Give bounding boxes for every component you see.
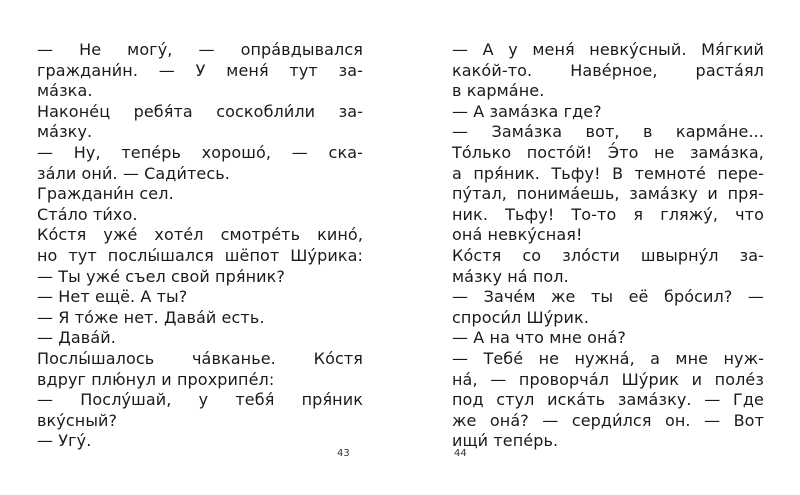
text-line: под стул иска́ть зама́зку. — Где [452,390,764,410]
text-line: вку́сный? [37,410,118,430]
text-line: Ко́стя со зло́сти швырну́л за- [452,245,764,265]
left-page-text [37,40,363,452]
text-line: — Не могу́, — опра́вдывался [37,40,363,59]
right-page [400,0,800,495]
text-line: како́й-то. Наве́рное, раста́ял [452,60,764,80]
right-page-number: 44 [454,448,467,459]
text-line: Послы́шалось ча́вканье. Ко́стя [37,348,363,368]
text-line: но тут послы́шался шёпот Шу́рика: [37,245,363,265]
right-page-text [452,40,764,452]
text-line: — Тебе́ не нужна́, а мне нуж- [452,348,764,368]
text-line: ник. Тьфу! То-то я гляжу́, что [452,204,764,224]
text-line: ма́зку. [37,122,93,142]
text-line: ма́зку на́ пол. [452,266,569,286]
text-line: — Угу́. [37,431,92,451]
text-line: Ста́ло ти́хо. [37,204,138,224]
text-line: — Ну, тепе́рь хорошо́, — ска- [37,142,363,162]
text-line: — Заче́м же ты её бро́сил? — [452,287,764,307]
text-line: а пря́ник. Тьфу! В темноте́ пере- [452,163,764,183]
text-line: спроси́л Шу́рик. [452,307,589,327]
text-line: — Ты уже́ съел свой пря́ник? [37,266,286,286]
text-line: — А зама́зка где? [452,101,602,121]
text-line: Ко́стя уже́ хоте́л смотре́ть кино́, [37,225,363,245]
text-line: вдруг плю́нул и прохрипе́л: [37,369,275,389]
text-line: ищи́ тепе́рь. [452,431,559,451]
text-line: — А у меня́ невку́сный. Мя́гкий [452,40,764,59]
text-line: в карма́не. [452,81,545,101]
text-line: Наконе́ц ребя́та соскобли́ли за- [37,101,363,121]
text-line: — Я то́же нет. Дава́й есть. [37,307,265,327]
text-line: — Нет ещё. А ты? [37,287,188,307]
text-line: То́лько посто́й! Э́то не зама́зка, [452,142,764,162]
text-line: пу́тал, понима́ешь, зама́зку и пря- [452,184,764,204]
text-line: — А на что мне она́? [452,328,627,348]
text-line: — Зама́зка вот, в карма́не... [452,122,764,142]
text-line: же она́? — серди́лся он. — Вот [452,410,764,430]
left-page-number: 43 [337,448,350,459]
text-line: ма́зка. [37,81,93,101]
text-line: Граждани́н сел. [37,184,174,204]
text-line: — Дава́й. [37,328,116,348]
text-line: на́, — проворча́л Шу́рик и поле́з [452,369,764,389]
text-line: за́ли они́. — Сади́тесь. [37,163,230,183]
text-line: она́ невку́сная! [452,225,583,245]
text-line: граждани́н. — У меня́ тут за- [37,60,363,80]
text-line: — Послу́шай, у тебя́ пря́ник [37,390,363,410]
